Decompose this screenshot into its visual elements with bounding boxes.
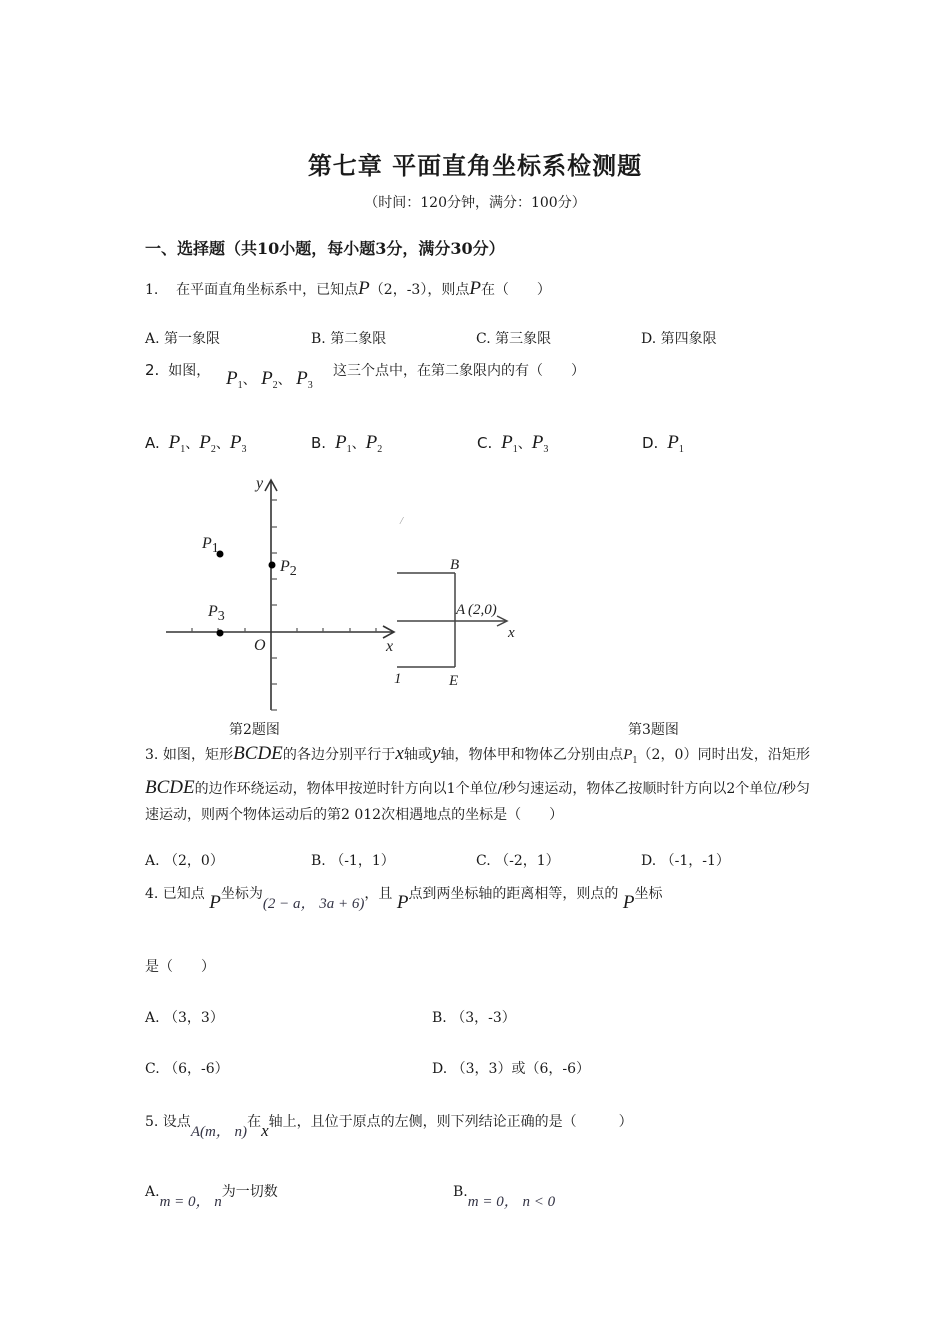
section-heading: 一、选择题（共10小题，每小题3分，满分30分） bbox=[145, 239, 505, 258]
q3-option-b[interactable]: B. （-1，1） bbox=[311, 853, 395, 869]
question-text: 如图， bbox=[168, 363, 211, 379]
question-text: 这三个点中，在第二象限内的有（ ） bbox=[333, 363, 585, 379]
question-text: （2，-3），则点 bbox=[369, 282, 470, 298]
figure-caption-2: 第2题图 bbox=[229, 722, 280, 738]
q5-option-a[interactable]: A.m = 0， n为一切数 bbox=[145, 1184, 278, 1210]
q1-option-c[interactable]: C. 第三象限 bbox=[476, 331, 552, 347]
q1-option-d[interactable]: D. 第四象限 bbox=[641, 331, 717, 347]
q3-option-d[interactable]: D. （-1，-1） bbox=[641, 853, 730, 869]
fig3-rectangle bbox=[397, 573, 507, 667]
question-number: 1. bbox=[145, 282, 159, 298]
formula-point-a: A(m， n) bbox=[190, 1124, 248, 1140]
math-var: P bbox=[469, 278, 481, 299]
label-x-axis-3: x bbox=[508, 625, 515, 641]
question-5: 5. 设点A(m， n)在x轴上，且位于原点的左侧，则下列结论正确的是（ ） bbox=[145, 1114, 633, 1140]
label-p2: P2 bbox=[280, 558, 297, 579]
point-p3-dot bbox=[217, 630, 224, 637]
question-1 bbox=[145, 278, 551, 300]
fig2-ticks bbox=[192, 500, 376, 710]
question-text: 在（ ） bbox=[480, 282, 551, 298]
svg-text:/: / bbox=[400, 515, 404, 527]
label-p3: P3 bbox=[208, 603, 225, 624]
math-var: P bbox=[358, 278, 370, 299]
point-p3: $P_3$ bbox=[296, 368, 313, 391]
q5-option-b[interactable]: B.m = 0， n < 0 bbox=[453, 1184, 556, 1210]
formula-coords: (2 − a， 3a + 6) bbox=[262, 896, 365, 912]
fig2-plane bbox=[166, 480, 394, 710]
question-text: 在平面直角坐标系中，已知点 bbox=[176, 282, 359, 298]
figure-q2-q3 bbox=[150, 470, 550, 720]
point-p2: $P_2$ bbox=[261, 368, 278, 391]
q2-option-b[interactable]: B. $P_1$、$P_2$ bbox=[311, 432, 383, 455]
q2-points: $P_1$、 $P_2$、 $P_3$ bbox=[226, 368, 313, 391]
option-label: C. bbox=[477, 434, 493, 452]
question-4: 4. 已知点 P坐标为(2 − a， 3a + 6)，且 P点到两坐标轴的距离相等，则点的 P坐标 bbox=[145, 886, 663, 913]
q4-option-a[interactable]: A. （3，3） bbox=[145, 1010, 224, 1026]
question-4-continued: 是（ ） bbox=[145, 959, 215, 975]
question-number: 2. bbox=[145, 361, 160, 379]
q2-option-c[interactable]: C. $P_1$、$P_3$ bbox=[477, 432, 549, 455]
q1-option-a[interactable]: A. 第一象限 bbox=[145, 331, 221, 347]
label-a-coord: (2,0) bbox=[468, 602, 497, 618]
label-p1: P1 bbox=[202, 535, 219, 556]
label-y-axis: y bbox=[256, 475, 264, 492]
page-title: 第七章 平面直角坐标系检测题 bbox=[307, 151, 643, 180]
q4-option-d[interactable]: D. （3，3）或（6，-6） bbox=[432, 1061, 590, 1077]
point-p1: $P_1$ bbox=[226, 368, 243, 391]
option-label: D. bbox=[642, 434, 659, 452]
label-b: B bbox=[450, 557, 460, 573]
q4-option-b[interactable]: B. （3，-3） bbox=[432, 1010, 516, 1026]
label-origin: O bbox=[254, 637, 266, 654]
label-stray: 1 bbox=[394, 671, 402, 687]
q4-option-c[interactable]: C. （6，-6） bbox=[145, 1061, 229, 1077]
label-e: E bbox=[449, 673, 459, 689]
option-label: A. bbox=[145, 434, 160, 452]
q1-option-b[interactable]: B. 第二象限 bbox=[311, 331, 387, 347]
question-3: 3. 如图，矩形BCDE的各边分别平行于x轴或y轴，物体甲和物体乙分别由点$P_1(2$，0）同时出发，沿矩形BCDE的边作环绕运动，物体甲按逆时针方向以1个单位/秒匀速运动，物体乙按顺时针方向以2个单位/秒匀速运动，则两个物体运动后的第2 012次相遇地点的坐标是（ ） bbox=[145, 743, 811, 823]
question-2 bbox=[145, 360, 210, 380]
point-p2-dot bbox=[269, 562, 276, 569]
label-x-axis: x bbox=[386, 638, 394, 655]
exam-info: （时间：120分钟，满分：100分） bbox=[364, 195, 586, 211]
q2-option-a[interactable]: A. $P_1$、$P_2$、$P_3$ bbox=[145, 432, 247, 455]
label-a: A bbox=[456, 602, 466, 618]
figure-caption-3: 第3题图 bbox=[628, 722, 679, 738]
q2-option-d[interactable]: D. $P_1$ bbox=[642, 432, 684, 455]
q3-option-c[interactable]: C. （-2，1） bbox=[476, 853, 560, 869]
option-label: B. bbox=[311, 434, 327, 452]
q3-option-a[interactable]: A. （2，0） bbox=[145, 853, 224, 869]
